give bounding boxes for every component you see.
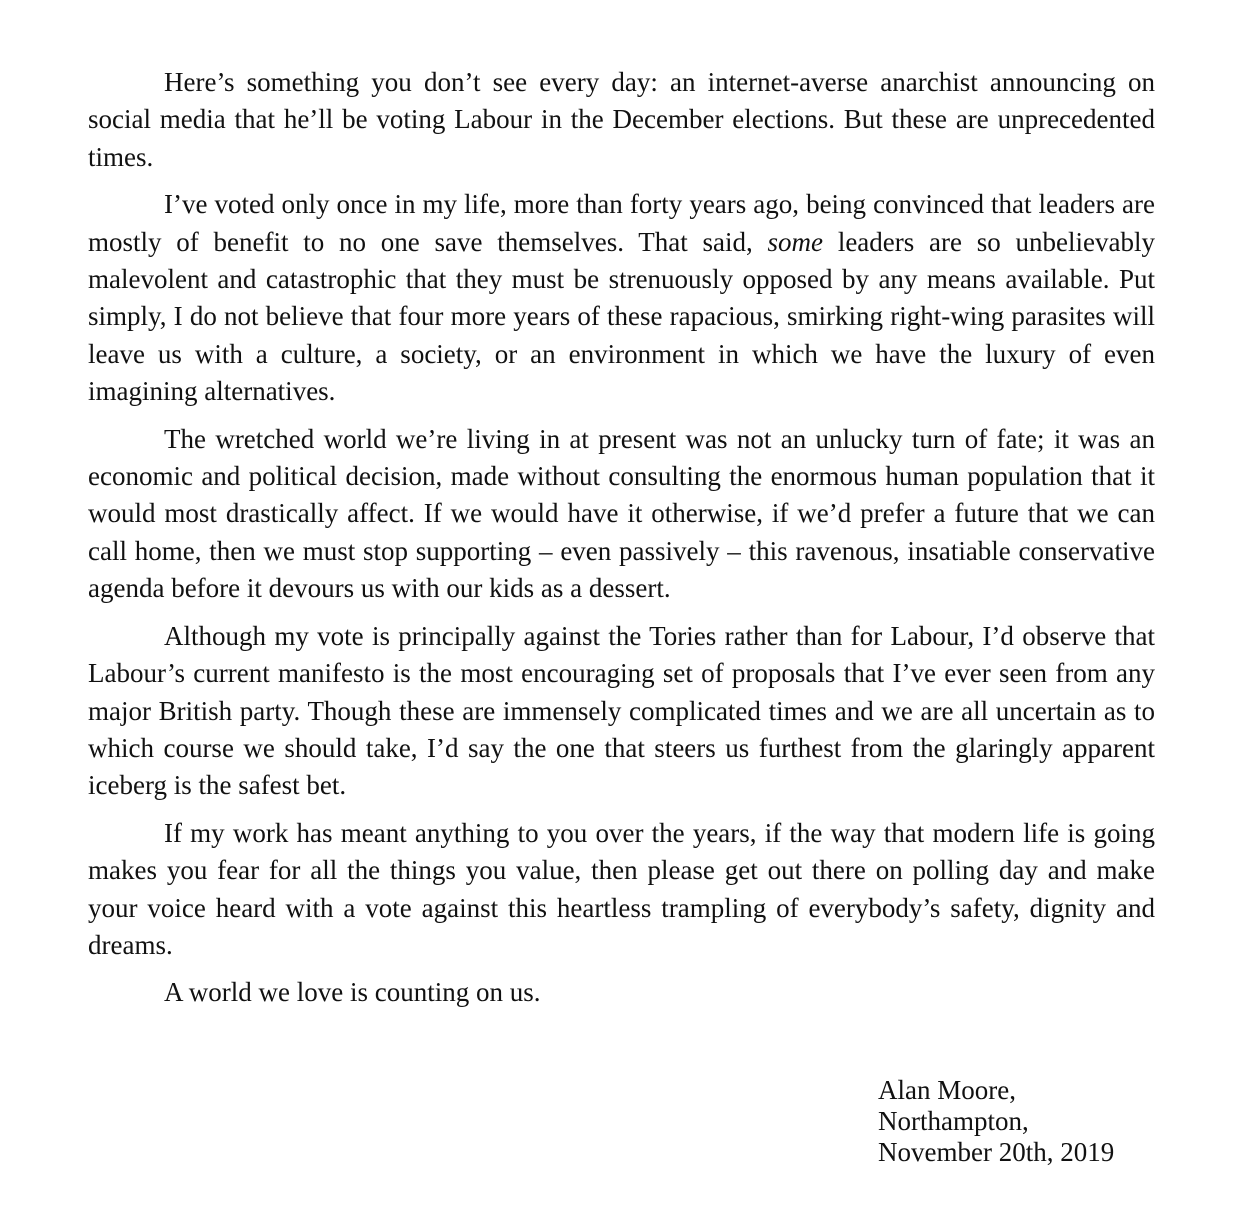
signature-block	[878, 1075, 1114, 1168]
paragraph-text: If my work has meant anything to you over the years, if the way that modern life is going makes you fear for all the things you value, then please get out there on polling day and make your voice heard with a vote against this heartless trampling of everybody’s safety, dignity and dreams.	[88, 817, 1155, 960]
signature-place: Northampton,	[878, 1106, 1029, 1136]
letter-paragraph	[88, 186, 1155, 410]
letter-paragraph	[88, 974, 1155, 1011]
paragraph-text: leaders are so unbelievably malevolent and catastrophic that they must be strenuously opposed by any means available. Put simply, I do not believe that four more years of these rapacious, smirking right-wing parasites will leave us with a culture, a society, or an environment in which we have the luxury of even imagining alternatives.	[88, 226, 1155, 407]
paragraph-text: A world we love is counting on us.	[164, 977, 541, 1008]
letter-paragraph	[88, 64, 1155, 176]
paragraph-text: I’ve voted only once in my life, more than forty years ago, being convinced that leaders are mostly of benefit to no one save themselves. That said,	[88, 189, 1155, 257]
letter-paragraph	[88, 618, 1155, 805]
letter-paragraph	[88, 815, 1155, 965]
paragraph-text: Although my vote is principally against the Tories rather than for Labour, I’d observe that Labour’s current manifesto is the most encouraging set of proposals that I’ve ever seen from any major British party. Though these are immensely complicated times and we are all uncertain as to which course we should take, I’d say the one that steers us furthest from the glaringly apparent iceberg is the safest bet.	[88, 620, 1155, 801]
signature-name: Alan Moore,	[878, 1075, 1016, 1105]
signature-date: November 20th, 2019	[878, 1137, 1115, 1167]
paragraph-text: Here’s something you don’t see every day: an internet-averse anarchist announcing on social media that he’ll be voting Labour in the December elections. But these are unprecedented times.	[88, 67, 1155, 172]
paragraph-text: The wretched world we’re living in at present was not an unlucky turn of fate; it was an economic and political decision, made without consulting the enormous human population that it would most drastically affect. If we would have it otherwise, if we’d prefer a future that we can call home, then we must stop supporting – even passively – this ravenous, insatiable conservative agenda before it devours us with our kids as a dessert.	[88, 423, 1155, 604]
emphasis-text: some	[767, 226, 824, 257]
letter-body	[88, 64, 1155, 1022]
letter-paragraph	[88, 421, 1155, 608]
